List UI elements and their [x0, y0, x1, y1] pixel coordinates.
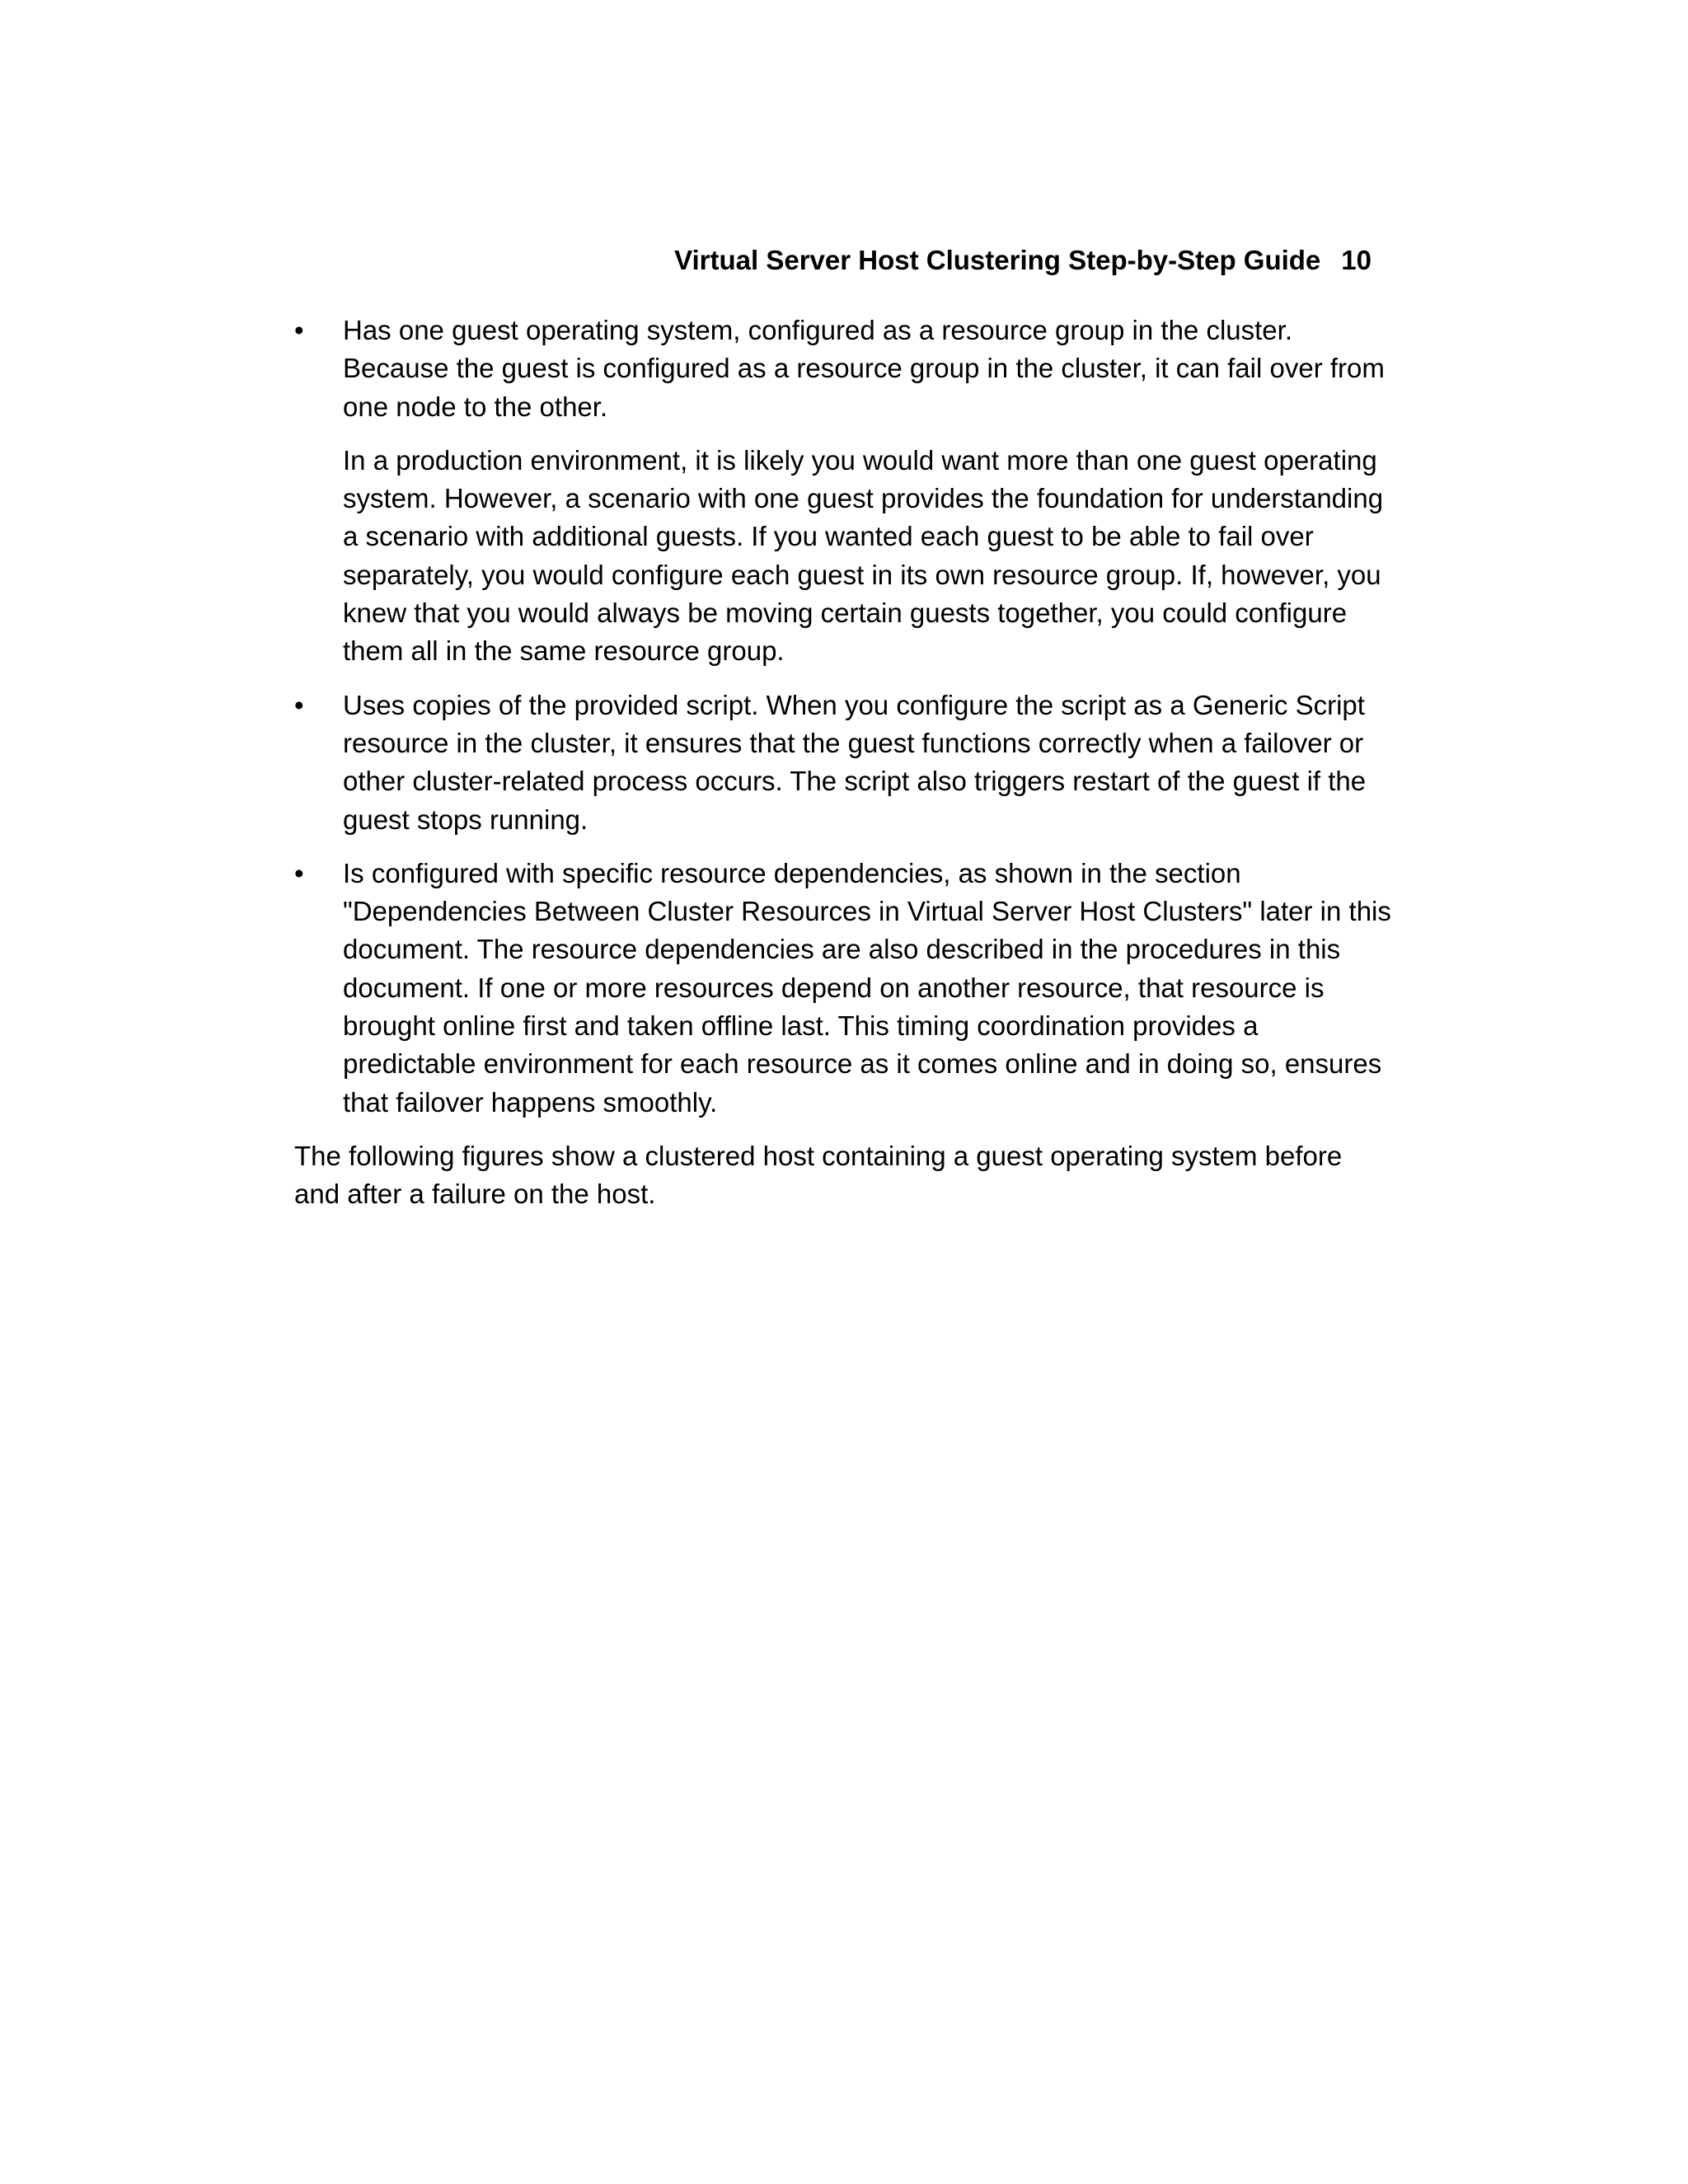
list-item-text: Is configured with specific resource dependencies, as shown in the section "Dependencies Between Cluster Resources in Virtual Server Host Clusters" later in this document. The resource dependencies are also described in the procedures in this document. If one or more resources depend on another resource, that resource is brought online first and taken offline last. This timing coordination provides a predictable environment for each resource as it comes online and in doing so, ensures that failover happens smoothly.: [343, 857, 1391, 1118]
bullet-icon: •: [294, 689, 304, 720]
bullet-icon: •: [294, 857, 304, 888]
bullet-list: [294, 312, 1395, 1122]
list-item-text: Has one guest operating system, configured as a resource group in the cluster. Because the guest is configured as a resource group in the cluster, it can fail over from one node to the other.: [343, 315, 1385, 422]
list-item: [294, 855, 1395, 1122]
page-header: [674, 244, 1372, 277]
list-item: [294, 687, 1395, 839]
bullet-icon: •: [294, 315, 304, 345]
list-item: [294, 312, 1395, 671]
document-body: [294, 312, 1395, 1214]
document-title: Virtual Server Host Clustering Step-by-Step Guide: [674, 245, 1321, 275]
list-item-text: Uses copies of the provided script. When you configure the script as a Generic Script resource in the cluster, it ensures that the guest functions correctly when a failover or other cluster-related process occurs. The script also triggers restart of the guest if the guest stops running.: [343, 689, 1367, 835]
body-paragraph: The following figures show a clustered host containing a guest operating system before and after a failure on the host.: [294, 1140, 1343, 1210]
page-number: 10: [1341, 245, 1372, 275]
list-item-text: In a production environment, it is likely you would want more than one guest operating system. However, a scenario with one guest provides the foundation for understanding a scenario with additional guests. If you wanted each guest to be able to fail over separately, you would configure each guest in its own resource group. If, however, you knew that you would always be moving certain guests together, you could configure them all in the same resource group.: [343, 444, 1384, 667]
